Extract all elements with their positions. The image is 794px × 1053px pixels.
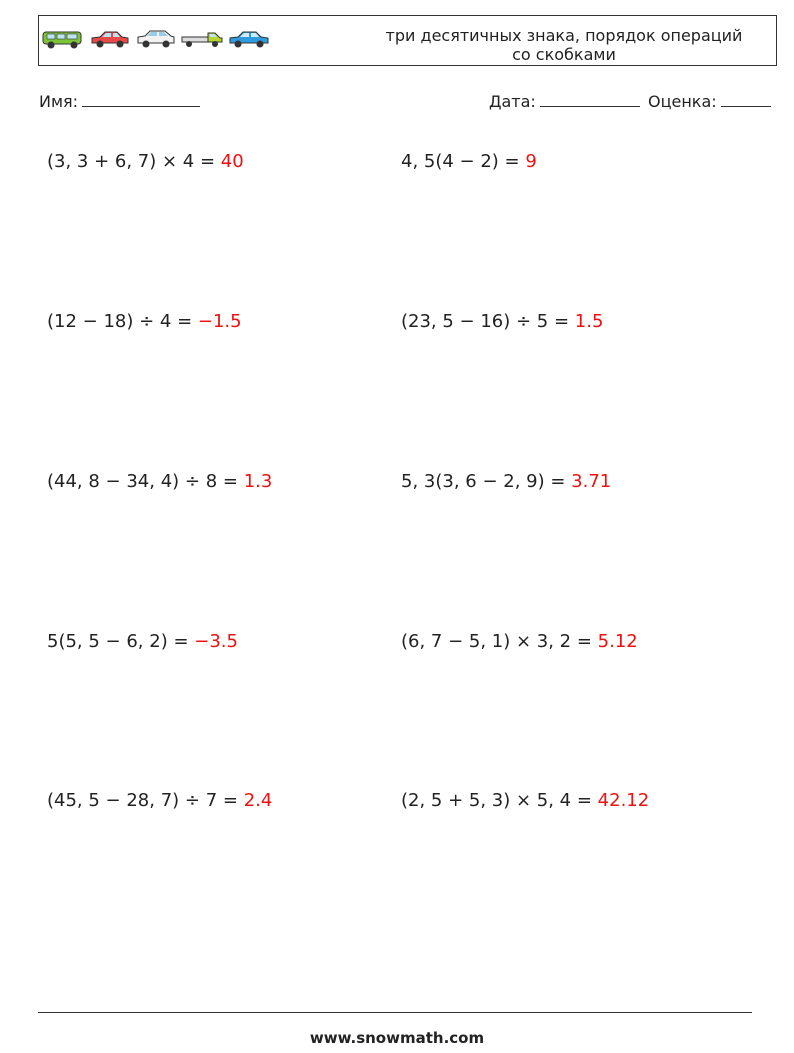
problem-10 <box>401 790 649 811</box>
date-blank[interactable] <box>540 92 640 107</box>
footer-url[interactable]: www.snowmath.com <box>309 1029 485 1047</box>
problem-9 <box>47 790 272 811</box>
green-van-icon <box>41 28 85 50</box>
car-icons <box>41 28 271 50</box>
problem-answer: 5.12 <box>597 631 638 652</box>
problem-3 <box>47 311 242 332</box>
problem-answer: 1.3 <box>243 471 273 492</box>
problem-expression: (12 − 18) ÷ 4 = <box>47 311 198 332</box>
red-car-icon <box>89 28 131 50</box>
problem-expression: 5(5, 5 − 6, 2) = <box>47 631 195 652</box>
problem-answer: 3.71 <box>571 471 612 492</box>
problem-expression: (6, 7 − 5, 1) × 3, 2 = <box>401 631 598 652</box>
problem-8 <box>401 631 638 652</box>
title-line-1: три десятичных знака, порядок операций <box>385 26 743 45</box>
problem-4 <box>401 311 603 332</box>
grade-field[interactable] <box>648 92 771 111</box>
problem-2 <box>401 151 537 172</box>
problem-answer: 40 <box>220 151 244 172</box>
blue-car-icon <box>227 28 271 50</box>
problem-answer: 2.4 <box>243 790 273 811</box>
name-blank[interactable] <box>82 92 200 107</box>
title-line-2: со скобками <box>512 45 616 64</box>
problem-1 <box>47 151 244 172</box>
problem-expression: (23, 5 − 16) ÷ 5 = <box>401 311 575 332</box>
date-field[interactable] <box>489 92 640 111</box>
problem-6 <box>401 471 611 492</box>
name-field[interactable] <box>39 92 200 111</box>
problem-expression: (2, 5 + 5, 3) × 5, 4 = <box>401 790 598 811</box>
truck-icon <box>181 28 223 50</box>
problem-expression: (3, 3 + 6, 7) × 4 = <box>47 151 221 172</box>
problem-expression: (45, 5 − 28, 7) ÷ 7 = <box>47 790 244 811</box>
problem-answer: 1.5 <box>574 311 604 332</box>
problem-expression: 4, 5(4 − 2) = <box>401 151 526 172</box>
white-suv-icon <box>135 28 177 50</box>
header-box <box>38 15 777 66</box>
problem-7 <box>47 631 238 652</box>
problem-expression: 5, 3(3, 6 − 2, 9) = <box>401 471 572 492</box>
grade-blank[interactable] <box>721 92 771 107</box>
problem-expression: (44, 8 − 34, 4) ÷ 8 = <box>47 471 244 492</box>
problem-answer: 9 <box>525 151 537 172</box>
grade-label: Оценка: <box>648 92 717 111</box>
problem-answer: 42.12 <box>597 790 650 811</box>
problem-5 <box>47 471 272 492</box>
problem-answer: −3.5 <box>194 631 238 652</box>
name-label: Имя: <box>39 92 79 111</box>
footer-divider <box>38 1012 752 1013</box>
worksheet-title <box>364 26 764 64</box>
date-label: Дата: <box>489 92 536 111</box>
problem-answer: −1.5 <box>197 311 242 332</box>
